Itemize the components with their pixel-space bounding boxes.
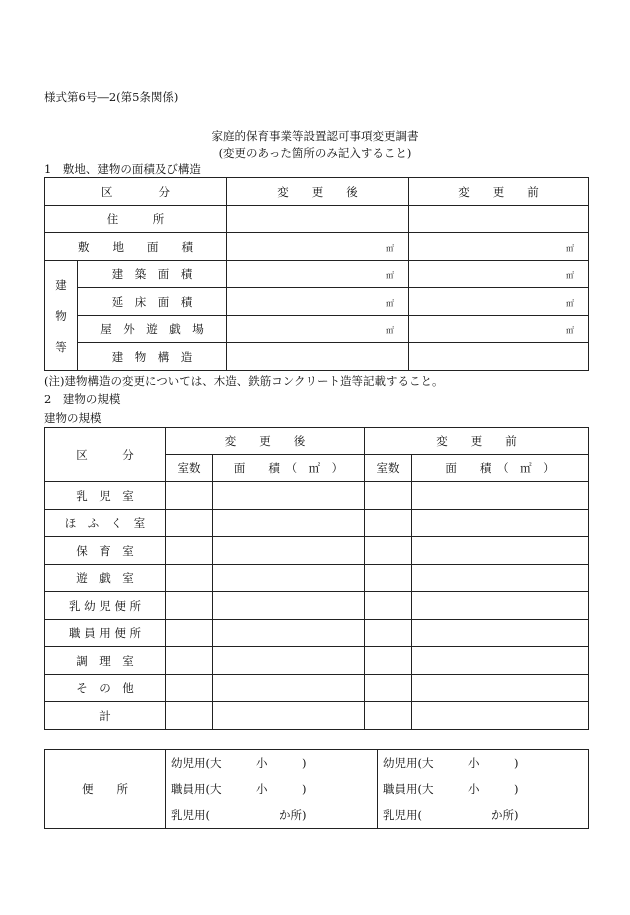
rooms-after-cell[interactable] bbox=[166, 482, 213, 510]
area-after-cell[interactable] bbox=[213, 702, 365, 730]
outdoor-play-after-cell[interactable] bbox=[227, 316, 409, 343]
area-before-cell[interactable] bbox=[412, 537, 589, 565]
rooms-before-cell[interactable] bbox=[365, 537, 412, 565]
row-group-buildings bbox=[45, 261, 78, 371]
header-before: 変 更 前 bbox=[365, 428, 589, 455]
floor-area-before-cell[interactable] bbox=[409, 288, 589, 316]
area-after-cell[interactable] bbox=[213, 675, 365, 702]
header-rooms-after: 室数 bbox=[166, 455, 213, 482]
row-label: 遊 戯 室 bbox=[45, 565, 166, 592]
building-area-before-cell[interactable] bbox=[409, 261, 589, 288]
header-kubun: 区 分 bbox=[45, 178, 227, 206]
group-char: 建 bbox=[55, 277, 67, 292]
toilet-line-staff: 職員用(大 小 ) bbox=[383, 782, 519, 796]
row-label: 職 員 用 便 所 bbox=[45, 620, 166, 647]
header-kubun: 区 分 bbox=[45, 428, 166, 482]
rooms-after-cell[interactable] bbox=[166, 537, 213, 565]
page-title: 家庭的保育事業等設置認可事項変更調書 bbox=[211, 129, 419, 143]
row-label-outdoor-play: 屋 外 遊 戯 場 bbox=[78, 316, 227, 343]
toilet-line-staff: 職員用(大 小 ) bbox=[171, 782, 307, 796]
rooms-before-cell[interactable] bbox=[365, 482, 412, 510]
row-label: 保 育 室 bbox=[45, 537, 166, 565]
row-label-site-area: 敷 地 面 積 bbox=[45, 233, 227, 261]
toilet-table bbox=[44, 749, 589, 829]
table-row bbox=[45, 565, 589, 592]
header-area-after: 面 積 （ ㎡ ） bbox=[213, 455, 365, 482]
rooms-before-cell[interactable] bbox=[365, 565, 412, 592]
rooms-after-cell[interactable] bbox=[166, 592, 213, 620]
building-area-after-cell[interactable] bbox=[227, 261, 409, 288]
outdoor-play-before-cell[interactable] bbox=[409, 316, 589, 343]
toilet-line-child: 幼児用(大 小 ) bbox=[383, 756, 519, 770]
section1-heading: 1 敷地、建物の面積及び構造 bbox=[44, 162, 201, 176]
page-subtitle: (変更のあった箇所のみ記入すること) bbox=[218, 146, 412, 160]
area-before-cell[interactable] bbox=[412, 592, 589, 620]
rooms-after-cell[interactable] bbox=[166, 675, 213, 702]
table-row bbox=[45, 592, 589, 620]
area-after-cell[interactable] bbox=[213, 620, 365, 647]
rooms-after-cell[interactable] bbox=[166, 565, 213, 592]
table-row bbox=[45, 482, 589, 510]
area-after-cell[interactable] bbox=[213, 510, 365, 537]
rooms-before-cell[interactable] bbox=[365, 702, 412, 730]
site-area-after-cell[interactable] bbox=[227, 233, 409, 261]
header-before: 変 更 前 bbox=[409, 178, 589, 206]
area-before-cell[interactable] bbox=[412, 620, 589, 647]
rooms-after-cell[interactable] bbox=[166, 620, 213, 647]
area-before-cell[interactable] bbox=[412, 482, 589, 510]
area-before-cell[interactable] bbox=[412, 647, 589, 675]
row-label-building-area: 建 築 面 積 bbox=[78, 261, 227, 288]
unit-label: ㎡ bbox=[386, 298, 394, 308]
row-label: 乳 児 室 bbox=[45, 482, 166, 510]
toilet-line-child: 幼児用(大 小 ) bbox=[171, 756, 307, 770]
unit-label: ㎡ bbox=[566, 243, 574, 253]
form-number: 様式第6号―2(第5条関係) bbox=[44, 90, 179, 104]
row-label: 調 理 室 bbox=[45, 647, 166, 675]
section2-subheading: 建物の規模 bbox=[44, 411, 102, 425]
unit-label: ㎡ bbox=[566, 298, 574, 308]
rooms-after-cell[interactable] bbox=[166, 510, 213, 537]
table-row bbox=[45, 620, 589, 647]
table-row bbox=[45, 510, 589, 537]
area-before-cell[interactable] bbox=[412, 510, 589, 537]
rooms-after-cell[interactable] bbox=[166, 702, 213, 730]
table-row bbox=[45, 647, 589, 675]
header-after: 変 更 後 bbox=[227, 178, 409, 206]
header-rooms-before: 室数 bbox=[365, 455, 412, 482]
toilet-after-cell[interactable] bbox=[166, 750, 378, 829]
group-char: 等 bbox=[55, 339, 67, 354]
table-row bbox=[45, 675, 589, 702]
rooms-before-cell[interactable] bbox=[365, 510, 412, 537]
row-label: そ の 他 bbox=[45, 675, 166, 702]
unit-label: ㎡ bbox=[386, 243, 394, 253]
area-before-cell[interactable] bbox=[412, 675, 589, 702]
group-char: 物 bbox=[55, 308, 67, 323]
header-after: 変 更 後 bbox=[166, 428, 365, 455]
address-before-cell[interactable] bbox=[409, 206, 589, 233]
building-scale-table bbox=[44, 427, 589, 730]
site-building-table bbox=[44, 177, 589, 371]
area-after-cell[interactable] bbox=[213, 482, 365, 510]
rooms-before-cell[interactable] bbox=[365, 647, 412, 675]
rooms-after-cell[interactable] bbox=[166, 647, 213, 675]
structure-after-cell[interactable] bbox=[227, 343, 409, 371]
floor-area-after-cell[interactable] bbox=[227, 288, 409, 316]
area-after-cell[interactable] bbox=[213, 592, 365, 620]
row-label-floor-area: 延 床 面 積 bbox=[78, 288, 227, 316]
area-after-cell[interactable] bbox=[213, 647, 365, 675]
address-after-cell[interactable] bbox=[227, 206, 409, 233]
area-before-cell[interactable] bbox=[412, 702, 589, 730]
area-after-cell[interactable] bbox=[213, 565, 365, 592]
toilet-before-cell[interactable] bbox=[378, 750, 589, 829]
row-label: 乳 幼 児 便 所 bbox=[45, 592, 166, 620]
toilet-line-infant: 乳児用( か所) bbox=[383, 808, 519, 822]
row-label-toilet: 便 所 bbox=[45, 750, 166, 829]
unit-label: ㎡ bbox=[386, 271, 394, 280]
toilet-line-infant: 乳児用( か所) bbox=[171, 808, 307, 822]
row-label-structure: 建 物 構 造 bbox=[78, 343, 227, 371]
rooms-before-cell[interactable] bbox=[365, 675, 412, 702]
rooms-before-cell[interactable] bbox=[365, 620, 412, 647]
row-label: ほ ふ く 室 bbox=[45, 510, 166, 537]
area-before-cell[interactable] bbox=[412, 565, 589, 592]
structure-before-cell[interactable] bbox=[409, 343, 589, 371]
section1-note: (注)建物構造の変更については、木造、鉄筋コンクリート造等記載すること。 bbox=[44, 374, 444, 388]
unit-label: ㎡ bbox=[386, 326, 394, 335]
area-after-cell[interactable] bbox=[213, 537, 365, 565]
site-area-before-cell[interactable] bbox=[409, 233, 589, 261]
section2-heading: 2 建物の規模 bbox=[44, 392, 121, 406]
table-row-total bbox=[45, 702, 589, 730]
table-row bbox=[45, 537, 589, 565]
unit-label: ㎡ bbox=[566, 326, 574, 335]
header-area-before: 面 積 （ ㎡ ） bbox=[412, 455, 589, 482]
row-label-total: 計 bbox=[45, 702, 166, 730]
row-label-address: 住 所 bbox=[45, 206, 227, 233]
unit-label: ㎡ bbox=[566, 271, 574, 280]
rooms-before-cell[interactable] bbox=[365, 592, 412, 620]
